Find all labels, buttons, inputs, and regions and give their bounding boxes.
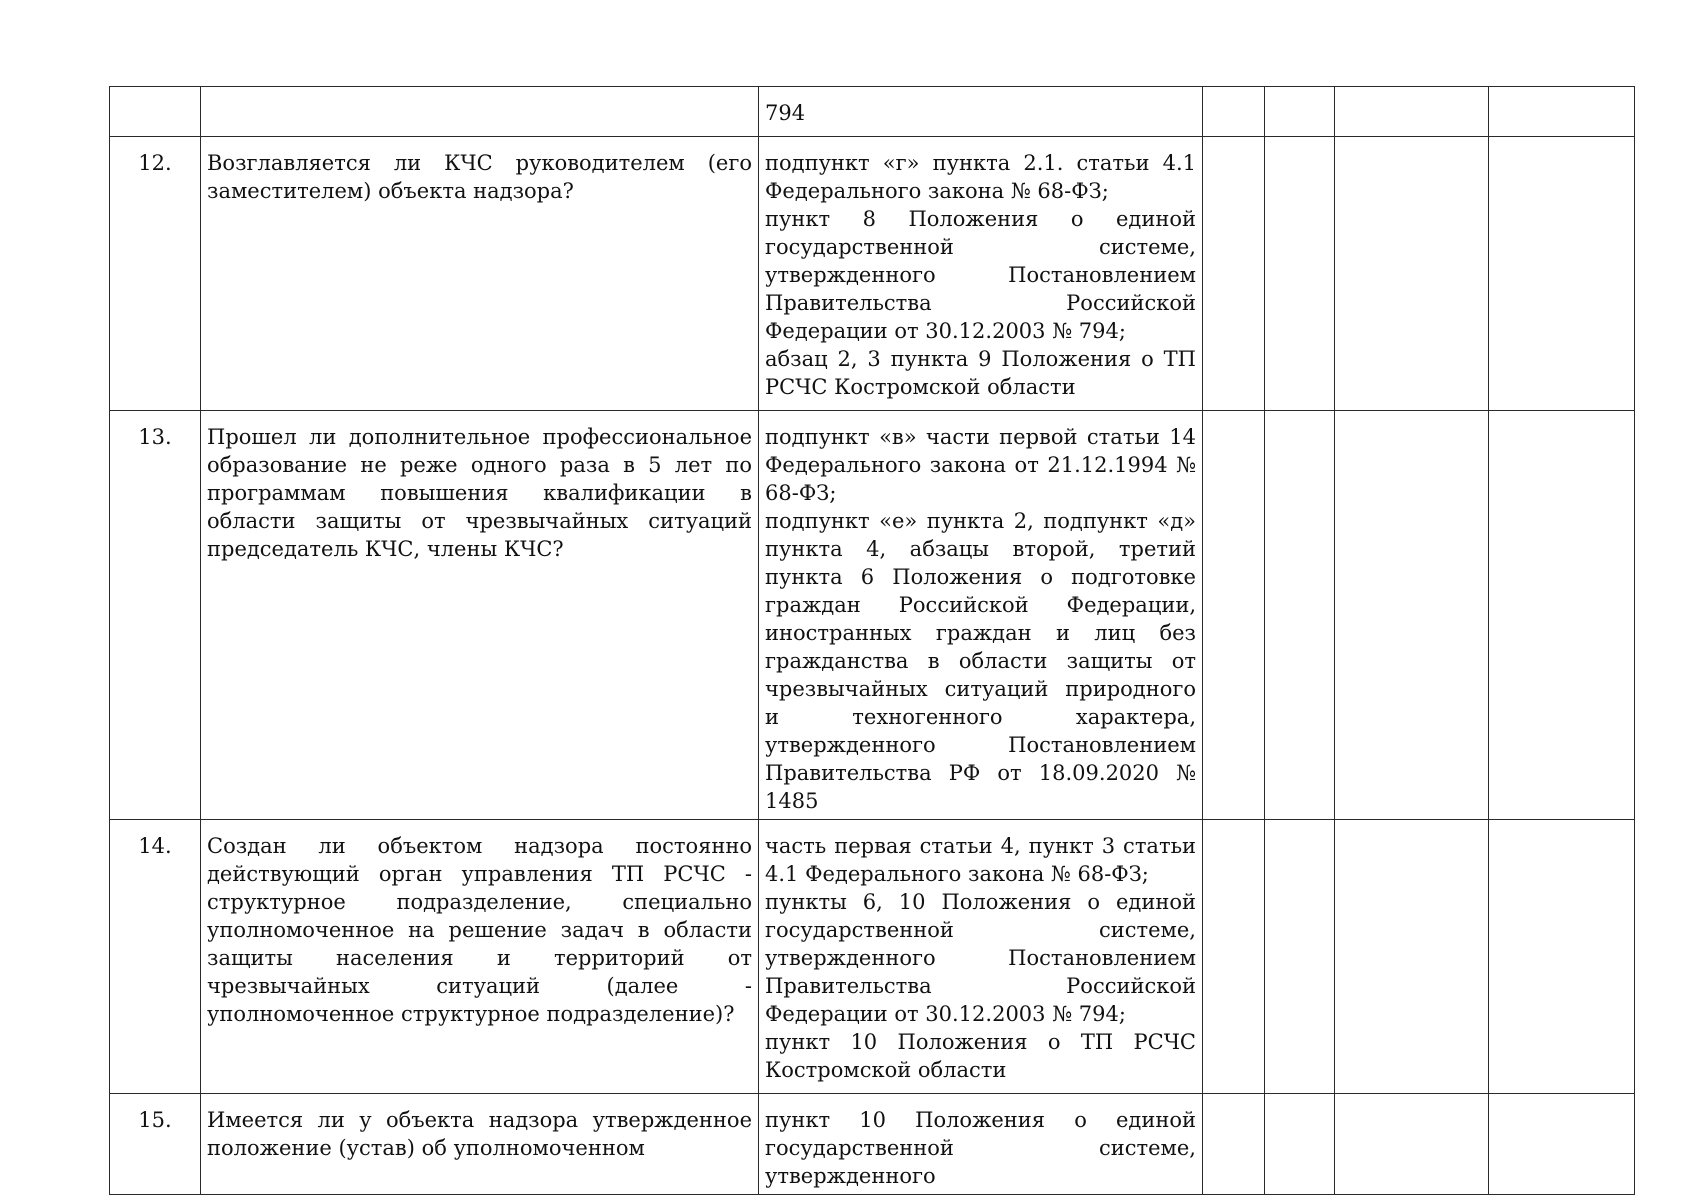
legal-references (759, 87, 1203, 137)
checklist-table (109, 86, 1635, 1195)
answer-no-cell (1265, 1094, 1335, 1195)
legal-references (759, 137, 1203, 411)
requirement-question (201, 87, 759, 137)
answer-no-cell (1265, 820, 1335, 1094)
legal-reference: часть первая статьи 4, пункт 3 статьи 4.1 Федерального закона № 68-ФЗ; (765, 834, 1196, 886)
note-cell (1489, 411, 1635, 820)
answer-yes-cell (1203, 137, 1265, 411)
table-row (110, 1094, 1635, 1195)
table-row (110, 137, 1635, 411)
row-number: 14. (110, 820, 201, 1094)
requirement-question: Возглавляется ли КЧС руководителем (его заместителем) объекта надзора? (201, 137, 759, 411)
legal-references (759, 820, 1203, 1094)
row-number: 13. (110, 411, 201, 820)
legal-reference: пункт 10 Положения о единой государственной системе, утвержденного (765, 1108, 1196, 1188)
legal-reference: 794 (765, 101, 806, 125)
row-number (110, 87, 201, 137)
answer-yes-cell (1203, 1094, 1265, 1195)
legal-reference: пункты 6, 10 Положения о единой государственной системе, утвержденного Постановлением Правительства Российской Федерации от 30.12.2003 № 794; (765, 890, 1196, 1026)
not-applicable-cell (1335, 411, 1489, 820)
answer-no-cell (1265, 87, 1335, 137)
not-applicable-cell (1335, 1094, 1489, 1195)
note-cell (1489, 137, 1635, 411)
not-applicable-cell (1335, 87, 1489, 137)
note-cell (1489, 1094, 1635, 1195)
legal-references (759, 411, 1203, 820)
legal-reference: абзац 2, 3 пункта 9 Положения о ТП РСЧС Костромской области (765, 347, 1196, 399)
table-row (110, 820, 1635, 1094)
answer-yes-cell (1203, 820, 1265, 1094)
requirement-question: Имеется ли у объекта надзора утвержденное положение (устав) об уполномоченном (201, 1094, 759, 1195)
legal-references (759, 1094, 1203, 1195)
table-row (110, 411, 1635, 820)
not-applicable-cell (1335, 137, 1489, 411)
legal-reference: подпункт «е» пункта 2, подпункт «д» пункта 4, абзацы второй, третий пункта 6 Положения о подготовке граждан Российской Федерации, иностранных граждан и лиц без гражданства в области защиты от чрезвычайных ситуаций природного и техногенного характера, утвержденного Постановлением Правительства РФ от 18.09.2020 № 1485 (765, 509, 1196, 813)
not-applicable-cell (1335, 820, 1489, 1094)
requirement-question: Прошел ли дополнительное профессиональное образование не реже одного раза в 5 лет по программам повышения квалификации в области защиты от чрезвычайных ситуаций председатель КЧС, члены КЧС? (201, 411, 759, 820)
table-row (110, 87, 1635, 137)
row-number: 12. (110, 137, 201, 411)
note-cell (1489, 820, 1635, 1094)
answer-yes-cell (1203, 87, 1265, 137)
legal-reference: подпункт «г» пункта 2.1. статьи 4.1 Федерального закона № 68-ФЗ; (765, 151, 1196, 203)
row-number: 15. (110, 1094, 201, 1195)
legal-reference: пункт 8 Положения о единой государственной системе, утвержденного Постановлением Правительства Российской Федерации от 30.12.2003 № 794; (765, 207, 1196, 343)
answer-no-cell (1265, 411, 1335, 820)
legal-reference: пункт 10 Положения о ТП РСЧС Костромской области (765, 1030, 1196, 1082)
answer-no-cell (1265, 137, 1335, 411)
note-cell (1489, 87, 1635, 137)
legal-reference: подпункт «в» части первой статьи 14 Федерального закона от 21.12.1994 № 68-ФЗ; (765, 425, 1196, 505)
requirement-question: Создан ли объектом надзора постоянно действующий орган управления ТП РСЧС - структурное подразделение, специально уполномоченное на решение задач в области защиты населения и территорий от чрезвычайных ситуаций (далее - уполномоченное структурное подразделение)? (201, 820, 759, 1094)
answer-yes-cell (1203, 411, 1265, 820)
